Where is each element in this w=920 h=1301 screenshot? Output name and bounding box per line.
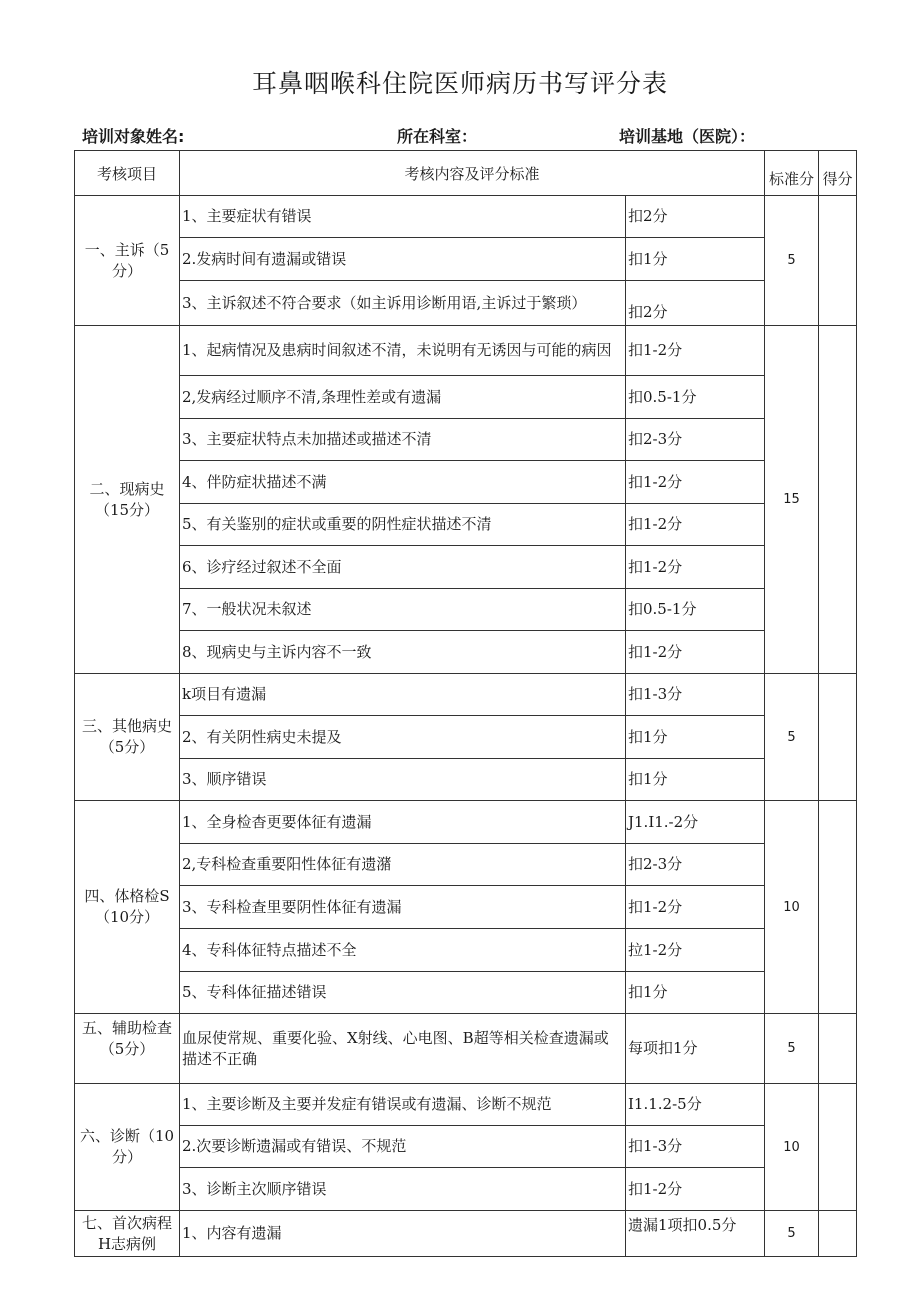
criterion: 2,发病经过顺序不清,条理性差或有遗漏 — [180, 376, 626, 419]
table-row — [75, 716, 857, 759]
deduction: I1.1.2-5分 — [626, 1084, 765, 1126]
table-row — [75, 546, 857, 589]
deduction: 扣0.5-1分 — [626, 376, 765, 419]
deduction: 扣1-2分 — [626, 461, 765, 504]
section-name: 四、体格检S（10分） — [75, 801, 180, 1014]
standard-score: 5 — [765, 1211, 819, 1257]
table-row — [75, 1084, 857, 1126]
deduction: 扣2-3分 — [626, 419, 765, 461]
table-row — [75, 801, 857, 844]
table-row — [75, 1211, 857, 1257]
criterion: 5、专科体征描述错误 — [180, 972, 626, 1014]
criterion: 1、起病情况及患病时间叙述不清，未说明有无诱因与可能的病因 — [180, 326, 626, 376]
training-base-label: 培训基地（医院）： — [619, 127, 756, 146]
table-row — [75, 886, 857, 929]
deduction: 扣0.5-1分 — [626, 589, 765, 631]
criterion: 血尿使常规、重要化验、X射线、心电图、B超等相关检查遗漏或描述不正确 — [180, 1014, 626, 1084]
deduction: 扣2分 — [626, 281, 765, 326]
section-name: 一、主诉（5分） — [75, 196, 180, 326]
deduction: 扣1-2分 — [626, 631, 765, 674]
trainee-name-label: 培训对象姓名: — [82, 127, 185, 146]
page-title: 耳鼻咽喉科住院医师病历书写评分表 — [251, 69, 668, 98]
section-name: 二、现病史（15分） — [75, 326, 180, 674]
deduction: 扣2-3分 — [626, 844, 765, 886]
section-name: 三、其他病史（5分） — [75, 674, 180, 801]
table-row — [75, 1168, 857, 1211]
criterion: 3、专科检查里要阴性体征有遗漏 — [180, 886, 626, 929]
table-row — [75, 759, 857, 801]
header-standard-score: 标准分 — [765, 151, 819, 196]
standard-score: 10 — [765, 801, 819, 1014]
section-name: 六、诊断（10分） — [75, 1084, 180, 1211]
criterion: 6、诊疗经过叙述不全面 — [180, 546, 626, 589]
criterion: 7、一般状况未叙述 — [180, 589, 626, 631]
criterion: k项目有遗漏 — [180, 674, 626, 716]
deduction: 拉1-2分 — [626, 929, 765, 972]
deduction: 扣2分 — [626, 196, 765, 238]
criterion: 1、主要症状有错误 — [180, 196, 626, 238]
table-row — [75, 238, 857, 281]
score-cell[interactable] — [819, 196, 857, 326]
table-row — [75, 631, 857, 674]
deduction: 扣1-3分 — [626, 674, 765, 716]
table-row — [75, 461, 857, 504]
table-row — [75, 326, 857, 376]
deduction: 每项扣1分 — [626, 1014, 765, 1084]
criterion: 1、全身检杳更要体征有遗漏 — [180, 801, 626, 844]
deduction: 扣1-2分 — [626, 504, 765, 546]
table-header-row — [75, 151, 857, 196]
section-name: 七、首次病程H志病例 — [75, 1211, 180, 1257]
criterion: 8、现病史与主诉内容不一致 — [180, 631, 626, 674]
deduction: 扣1-2分 — [626, 326, 765, 376]
deduction: 扣1分 — [626, 238, 765, 281]
table-row — [75, 844, 857, 886]
table-row — [75, 929, 857, 972]
criterion: 3、顺序错误 — [180, 759, 626, 801]
criterion: 2,专科检查重要阳性体征有遗潴 — [180, 844, 626, 886]
table-row — [75, 972, 857, 1014]
table-row — [75, 376, 857, 419]
criterion: 3、诊断主次顺序错误 — [180, 1168, 626, 1211]
header-content: 考核内容及评分标准 — [180, 151, 765, 196]
criterion: 3、主要症状特点未加描述或描述不清 — [180, 419, 626, 461]
deduction: 扣1-3分 — [626, 1126, 765, 1168]
table-row — [75, 419, 857, 461]
deduction: 扣1分 — [626, 972, 765, 1014]
deduction: 扣1分 — [626, 759, 765, 801]
table-row — [75, 1014, 857, 1084]
table-row — [75, 674, 857, 716]
table-row — [75, 589, 857, 631]
criterion: 3、主诉叙述不符合要求（如主诉用诊断用语,主诉过于繁琐） — [180, 281, 626, 326]
scoring-table — [74, 150, 857, 1257]
standard-score: 5 — [765, 196, 819, 326]
deduction: 遗漏1项扣0.5分 — [626, 1211, 765, 1257]
criterion: 4、伴防症状描述不满 — [180, 461, 626, 504]
section-name: 五、辅助检查（5分） — [75, 1014, 180, 1084]
score-cell[interactable] — [819, 1014, 857, 1084]
criterion: 1、内容有遗漏 — [180, 1211, 626, 1257]
table-row — [75, 1126, 857, 1168]
department-label: 所在科室： — [397, 127, 478, 146]
score-cell[interactable] — [819, 326, 857, 674]
deduction: 扣1-2分 — [626, 886, 765, 929]
standard-score: 15 — [765, 326, 819, 674]
criterion: 1、主要诊断及主要并发症有错误或有遗漏、诊断不规范 — [180, 1084, 626, 1126]
table-row — [75, 196, 857, 238]
score-cell[interactable] — [819, 674, 857, 801]
deduction: 扣1-2分 — [626, 1168, 765, 1211]
header-score: 得分 — [819, 151, 857, 196]
deduction: 扣1分 — [626, 716, 765, 759]
criterion: 2.发病时间有遗漏或错误 — [180, 238, 626, 281]
criterion: 2.次要诊断遗漏或有错误、不规范 — [180, 1126, 626, 1168]
standard-score: 5 — [765, 674, 819, 801]
standard-score: 5 — [765, 1014, 819, 1084]
criterion: 2、有关阴性病史未提及 — [180, 716, 626, 759]
criterion: 4、专科体征特点描述不全 — [180, 929, 626, 972]
criterion: 5、有关鉴别的症状或重要的阴性症状描述不清 — [180, 504, 626, 546]
score-cell[interactable] — [819, 1084, 857, 1211]
header-item: 考核项目 — [75, 151, 180, 196]
table-row — [75, 281, 857, 326]
score-cell[interactable] — [819, 801, 857, 1014]
deduction: 扣1-2分 — [626, 546, 765, 589]
standard-score: 10 — [765, 1084, 819, 1211]
table-row — [75, 504, 857, 546]
score-cell[interactable] — [819, 1211, 857, 1257]
deduction: J1.I1.-2分 — [626, 801, 765, 844]
